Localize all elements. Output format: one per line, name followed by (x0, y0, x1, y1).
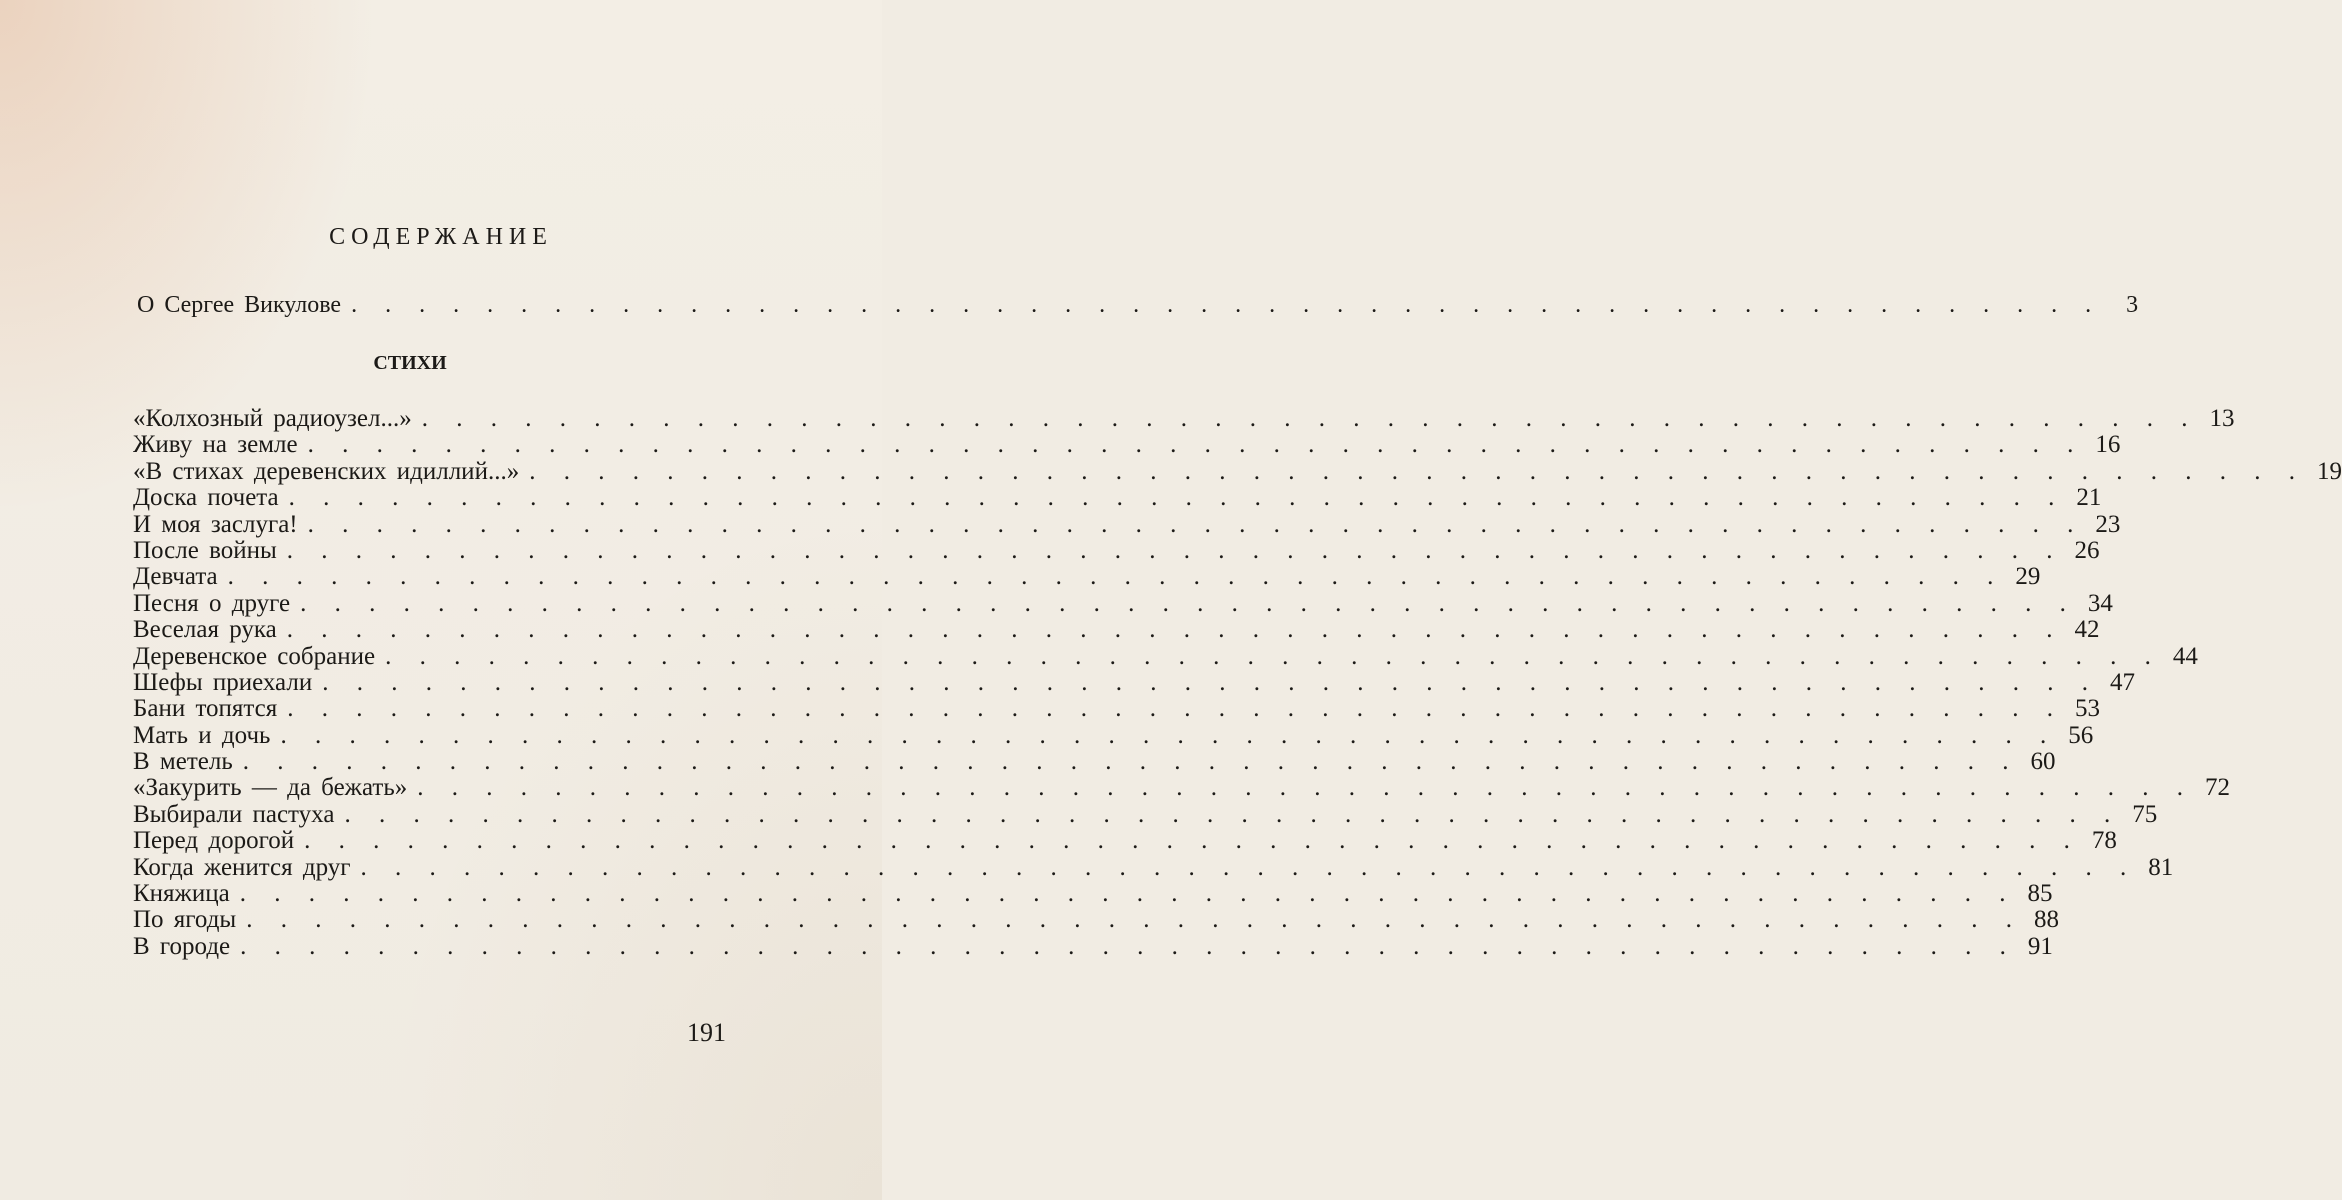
toc-entry (133, 616, 2100, 644)
toc-entry (133, 510, 2121, 538)
toc-entry-label: Выбирали пастуха (133, 800, 335, 828)
toc-entry-label: «Колхозный радиоузел...» (133, 405, 412, 432)
dot-leader: . . . . . . . . . . . . . . . . . . . . . . . . . . . . . . . . . . . . . . . . . . . . . . . . . . . . (322, 668, 2099, 696)
dot-leader: . . . . . . . . . . . . . . . . . . . . . . . . . . . . . . . . . . . . . . . . . . . . . . . . . . . . (421, 405, 2199, 432)
toc-entry (133, 484, 2102, 512)
toc-entry-label: Когда женится друг (133, 853, 351, 881)
page-number: 191 (687, 1018, 726, 1047)
dot-leader: . . . . . . . . . . . . . . . . . . . . . . . . . . . . . . . . . . . . . . . . . . . . . . . . . . . . (529, 457, 2306, 485)
toc-entry-page: 13 (2209, 405, 2235, 432)
toc-entry (133, 589, 2113, 617)
toc-entry-page: 29 (2015, 563, 2041, 591)
toc-entry-label: Девчата (133, 563, 218, 591)
toc-entry-page: 56 (2068, 721, 2094, 749)
toc-entry (133, 695, 2101, 723)
toc-entry-label: Веселая рука (133, 616, 277, 644)
dot-leader: . . . . . . . . . . . . . . . . . . . . . . . . . . . . . . . . . . . . . . . . . . . . . . . . . . . . (417, 774, 2194, 802)
toc-entry-page: 72 (2204, 774, 2230, 802)
dot-leader: . . . . . . . . . . . . . . . . . . . . . . . . . . . . . . . . . . . . . . . . . . . . . . . . . . . . (307, 510, 2085, 538)
dot-leader: . . . . . . . . . . . . . . . . . . . . . . . . . . . . . . . . . . . . . . . . . . . . . . . . . . . . (360, 853, 2138, 881)
dot-leader: . . . . . . . . . . . . . . . . . . . . . . . . . . . . . . . . . . . . . . . . . . . . . . . . . . . . (240, 932, 2017, 960)
toc-entry-page: 81 (2148, 853, 2174, 881)
toc-entry (133, 853, 2174, 881)
toc-entry-page: 75 (2132, 800, 2158, 828)
toc-entry-page: 16 (2095, 431, 2121, 459)
dot-leader: . . . . . . . . . . . . . . . . . . . . . . . . . . . . . . . . . . . . . . . . . . . . . . . . . . . . (344, 800, 2122, 828)
toc-entry (133, 457, 2342, 485)
page-title: СОДЕРЖАНИЕ (329, 224, 553, 250)
toc-entry (133, 827, 2117, 855)
toc-entry (133, 668, 2135, 696)
toc-entry-page: 44 (2172, 642, 2198, 670)
dot-leader: . . . . . . . . . . . . . . . . . . . . . . . . . . . . . . . . . . . . . . . . . . . . . . . . . . . . (246, 906, 2023, 934)
toc-entry-list (133, 405, 2342, 960)
toc-entry (133, 563, 2041, 591)
toc-intro-entry (137, 292, 2139, 319)
toc-entry-page: 88 (2033, 906, 2059, 934)
toc-entry (133, 774, 2230, 802)
toc-entry-label: И моя заслуга! (133, 510, 298, 538)
toc-entry (133, 721, 2094, 749)
dot-leader: . . . . . . . . . . . . . . . . . . . . . . . . . . . . . . . . . . . . . . . . . . . . . . . . . . . . (304, 827, 2081, 855)
toc-entry-label: Доска почета (133, 484, 279, 512)
toc-entry-label: О Сергее Викулове (137, 292, 342, 318)
toc-entry-label: Деревенское собрание (133, 642, 376, 670)
dot-leader: . . . . . . . . . . . . . . . . . . . . . . . . . . . . . . . . . . . . . . . . . . . . . . . . . . . . (385, 642, 2162, 670)
dot-leader: . . . . . . . . . . . . . . . . . . . . . . . . . . . . . . . . . . . . . . . . . . . . . . . . . . . . (242, 748, 2020, 776)
toc-entry (133, 642, 2198, 670)
toc-entry-page: 19 (2316, 457, 2342, 485)
toc-entry-label: По ягоды (133, 906, 237, 934)
toc-entry-page: 34 (2087, 589, 2113, 617)
dot-leader: . . . . . . . . . . . . . . . . . . . . . . . . . . . . . . . . . . . . . . . . . . . . . . . . . . . . (307, 431, 2085, 459)
toc-entry-page: 53 (2075, 695, 2101, 723)
toc-entry-page: 3 (2126, 292, 2139, 318)
dot-leader: . . . . . . . . . . . . . . . . . . . . . . . . . . . . . . . . . . . . . . . . . . . . . . . . . . . . (286, 536, 2064, 564)
toc-entry-label: «Закурить — да бежать» (133, 774, 408, 802)
toc-entry-page: 78 (2091, 827, 2117, 855)
toc-entry (133, 405, 2235, 432)
toc-entry-page: 85 (2027, 880, 2053, 908)
toc-entry-page: 21 (2076, 484, 2102, 512)
dot-leader: . . . . . . . . . . . . . . . . . . . . . . . . . . . . . . . . . . . . . . . . . . . . . . . . . . . . (239, 880, 2017, 908)
toc-entry-label: Живу на земле (133, 431, 298, 459)
dot-leader: . . . . . . . . . . . . . . . . . . . . . . . . . . . . . . . . . . . . . . . . . . . . . . . . . . . . (287, 695, 2065, 723)
toc-entry (133, 748, 2056, 776)
toc-entry-page: 42 (2074, 616, 2100, 644)
dot-leader: . . . . . . . . . . . . . . . . . . . . . . . . . . . . . . . . . . . . . . . . . . . . . . . . . . . . (286, 616, 2064, 644)
section-heading: СТИХИ (373, 352, 447, 374)
toc-entry (133, 536, 2100, 564)
toc-entry-label: Перед дорогой (133, 827, 295, 855)
toc-entry-page: 47 (2109, 668, 2135, 696)
toc-entry-label: Шефы приехали (133, 668, 313, 696)
dot-leader: . . . . . . . . . . . . . . . . . . . . . . . . . . . . . . . . . . . . . . . . . . . . . . . . . . . . (300, 589, 2077, 617)
toc-entry-label: Бани топятся (133, 695, 278, 723)
toc-entry-label: После войны (133, 536, 277, 564)
toc-entry (133, 906, 2059, 934)
toc-entry-label: Княжица (133, 880, 230, 908)
toc-entry-label: Мать и дочь (133, 721, 271, 749)
toc-entry-label: В метель (133, 748, 233, 776)
toc-entry (133, 932, 2053, 960)
toc-entry-label: В городе (133, 932, 231, 960)
dot-leader: . . . . . . . . . . . . . . . . . . . . . . . . . . . . . . . . . . . . . . . . . . . . . . . . . . . . (280, 721, 2058, 749)
toc-entry-page: 23 (2095, 510, 2121, 538)
toc-entry-label: «В стихах деревенских идиллий...» (133, 457, 520, 485)
toc-entry (133, 800, 2158, 828)
toc-entry-page: 26 (2074, 536, 2100, 564)
dot-leader: . . . . . . . . . . . . . . . . . . . . . . . . . . . . . . . . . . . . . . . . . . . . . . . . . . . . (288, 484, 2066, 512)
toc-entry (133, 880, 2053, 908)
toc-entry-label: Песня о друге (133, 589, 291, 617)
dot-leader: . . . . . . . . . . . . . . . . . . . . . . . . . . . . . . . . . . . . . . . . . . . . . . . . . . . . (227, 563, 2005, 591)
dot-leader: . . . . . . . . . . . . . . . . . . . . . . . . . . . . . . . . . . . . . . . . . . . . . . . . . . . . (351, 292, 2103, 318)
toc-entry-page: 91 (2027, 932, 2053, 960)
toc-entry-page: 60 (2030, 748, 2056, 776)
toc-entry (133, 431, 2121, 459)
